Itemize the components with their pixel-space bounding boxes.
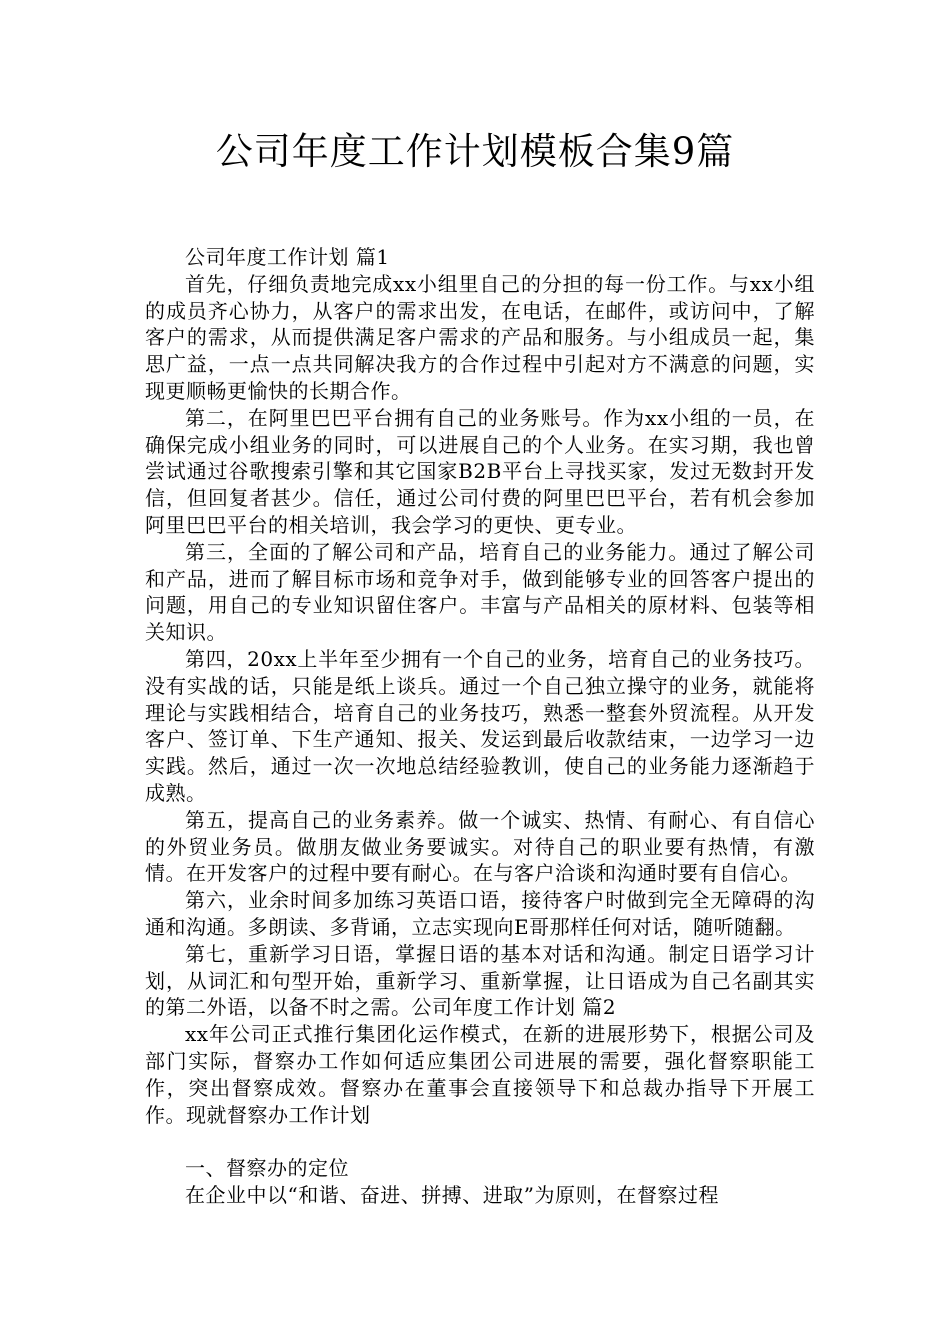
section-heading: 公司年度工作计划 篇1 (185, 245, 390, 269)
paragraph: 首先，仔细负责地完成xx小组里自己的分担的每一份工作。与xx小组的成员齐心协力，从客户的需求出发，在电话，在邮件，或访问中，了解客户的需求，从而提供满足客户需求的产品和服务。与小组成员一起，集思广益，一点一点共同解决我方的合作过程中引起对方不满意的问题，实现更顺畅更愉快的长期合作。 (145, 271, 815, 403)
paragraph: 在企业中以“和谐、奋进、拼搏、进取”为原则，在督察过程 (185, 1182, 719, 1207)
paragraph: 第五，提高自己的业务素养。做一个诚实、热情、有耐心、有自信心的外贸业务员。做朋友做业务要诚实。对待自己的职业要有热情，有激情。在开发客户的过程中要有耐心。在与客户洽谈和沟通时要有自信心。 (145, 807, 815, 886)
paragraph: 第三，全面的了解公司和产品，培育自己的业务能力。通过了解公司和产品，进而了解目标市场和竞争对手，做到能够专业的回答客户提出的问题，用自己的专业知识留住客户。丰富与产品相关的原材料、包装等相关知识。 (145, 539, 815, 645)
section-heading: 一、督察办的定位 (185, 1156, 349, 1181)
paragraph: 第七，重新学习日语，掌握日语的基本对话和沟通。制定日语学习计划，从词汇和句型开始，重新学习、重新掌握，让日语成为自己名副其实的第二外语，以备不时之需。公司年度工作计划 篇2 (145, 941, 815, 1020)
document-body (145, 244, 815, 1209)
document-title: 公司年度工作计划模板合集9篇 (215, 130, 735, 173)
paragraph: xx年公司正式推行集团化运作模式，在新的进展形势下，根据公司及部门实际，督察办工作如何适应集团公司进展的需要，强化督察职能工作，突出督察成效。督察办在董事会直接领导下和总裁办指导下开展工作。现就督察办工作计划 (145, 1022, 815, 1127)
paragraph: 第六，业余时间多加练习英语口语，接待客户时做到完全无障碍的沟通和沟通。多朗读、多背诵，立志实现向E哥那样任何对话，随听随翻。 (145, 888, 815, 939)
paragraph: 第二，在阿里巴巴平台拥有自己的业务账号。作为xx小组的一员，在确保完成小组业务的同时，可以进展自己的个人业务。在实习期，我也曾尝试通过谷歌搜索引擎和其它国家B2B平台上寻找买家，发过无数封开发信，但回复者甚少。信任，通过公司付费的阿里巴巴平台，若有机会参加阿里巴巴平台的相关培训，我会学习的更快、更专业。 (145, 405, 815, 537)
paragraph: 第四，20xx上半年至少拥有一个自己的业务，培育自己的业务技巧。没有实战的话，只能是纸上谈兵。通过一个自己独立操守的业务，就能将理论与实践相结合，培育自己的业务技巧，熟悉一整套外贸流程。从开发客户、签订单、下生产通知、报关、发运到最后收款结束，一边学习一边实践。然后，通过一次一次地总结经验教训，使自己的业务能力逐渐趋于成熟。 (145, 646, 815, 805)
paragraph-gap (145, 1128, 815, 1155)
